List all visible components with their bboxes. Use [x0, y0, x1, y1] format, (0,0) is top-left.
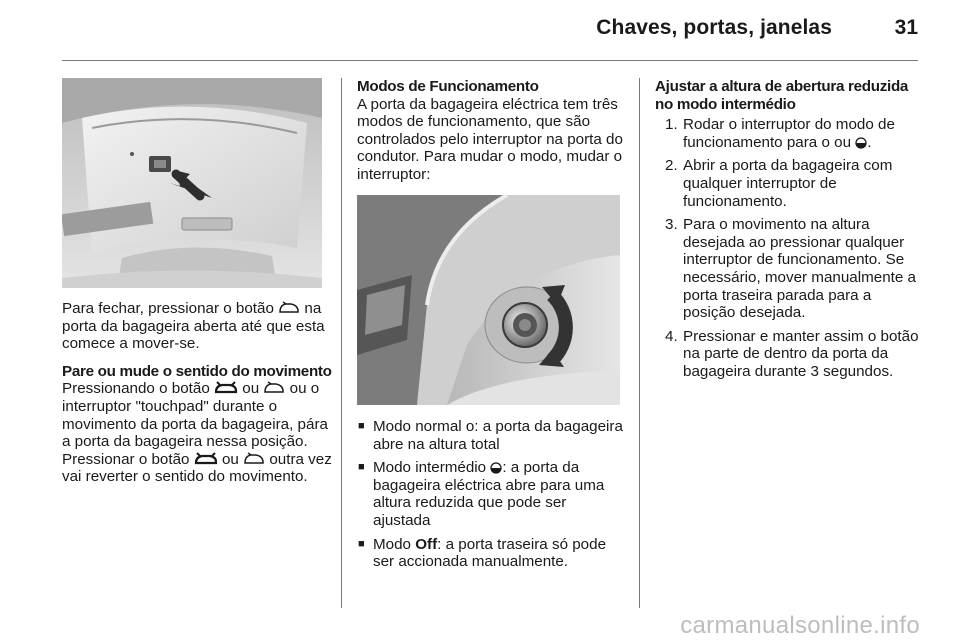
paragraph-text: ou	[242, 380, 260, 398]
step-text: Pressionar e manter assim o botão na parte de dentro da porta da bagageira durante 3 segundos.	[683, 327, 919, 380]
close-instruction-text-b: na porta da bagageira aberta até que esta comece a mover-se.	[62, 300, 325, 353]
paragraph-text: outra vez vai reverter o sentido do movimento.	[62, 450, 332, 486]
column-divider-right	[639, 78, 640, 608]
paragraph-text: ou o interruptor "touchpad" durante o movimento da porta da bagageira, pára a porta da bagageira nessa posição. Pressionar o botão	[62, 380, 328, 468]
step-number: 2.	[665, 157, 678, 175]
step-text: Para o movimento na altura desejada ao pressionar qualquer interruptor de funcionamento. Se necessário, mover manualmente a porta traseira parada para a posição desejada.	[683, 216, 916, 322]
list-item	[357, 536, 625, 571]
modes-intro: A porta da bagageira eléctrica tem três modos de funcionamento, que são controlados pelo interruptor na porta do condutor. Para mudar o modo, mudar o interruptor:	[357, 95, 623, 183]
steps-list	[655, 116, 925, 380]
stop-reverse-paragraph	[62, 380, 332, 486]
bullet-icon: ■	[358, 420, 365, 432]
paragraph-text: Pressionando o botão	[62, 380, 210, 398]
bullet-icon: ■	[358, 461, 365, 474]
mode-switch-illustration	[357, 195, 620, 405]
list-item	[655, 116, 925, 151]
half-circle-icon	[855, 137, 867, 149]
section-heading-modes: Modos de Funcionamento	[357, 78, 539, 95]
column-middle	[357, 78, 625, 184]
column-right	[655, 78, 925, 387]
header-divider	[62, 60, 918, 61]
list-item	[357, 459, 625, 529]
tailgate-close-icon	[263, 381, 285, 395]
step-number: 1.	[665, 116, 678, 134]
page-number: 31	[894, 16, 918, 39]
step-number: 3.	[665, 216, 678, 234]
mode-off-bold: Off	[415, 535, 438, 553]
paragraph-text: ou	[221, 450, 239, 468]
close-instruction	[62, 300, 332, 353]
tailgate-close-icon	[278, 301, 300, 315]
column-divider-left	[341, 78, 342, 608]
tailgate-open-icon	[214, 381, 238, 395]
watermark: carmanualsonline.info	[680, 612, 920, 639]
mode-normal-text: Modo normal o: a porta da bagageira abre na altura total	[373, 418, 623, 453]
column-left	[62, 300, 332, 486]
half-circle-icon	[490, 462, 502, 474]
tailgate-button-illustration	[62, 78, 322, 288]
modes-list-wrapper	[357, 418, 625, 577]
tailgate-open-icon	[194, 452, 218, 466]
section-heading-stop: Pare ou mude o sentido do movimento	[62, 362, 332, 380]
tailgate-close-icon	[243, 452, 265, 466]
step-number: 4.	[665, 327, 678, 345]
page-title: Chaves, portas, janelas	[596, 16, 832, 39]
close-instruction-text-a: Para fechar, pressionar o botão	[62, 300, 274, 317]
mode-off-label: Modo	[373, 535, 411, 553]
step-text: Abrir a porta da bagageira com qualquer interruptor de funcionamento.	[683, 157, 893, 210]
section-heading-adjust: Ajustar a altura de abertura reduzida no modo intermédio	[655, 78, 909, 113]
list-item	[655, 328, 925, 381]
mode-intermediate-text: : a porta da bagageira eléctrica abre para uma altura reduzida que pode ser ajustada	[373, 459, 605, 529]
modes-list	[357, 418, 625, 571]
list-item	[357, 418, 625, 453]
mode-intermediate-label: Modo intermédio	[373, 459, 487, 477]
step-text: Rodar o interruptor do modo de funcionamento para o ou	[683, 116, 895, 151]
list-item	[655, 216, 925, 322]
step-text-end: .	[867, 133, 872, 151]
list-item	[655, 157, 925, 210]
bullet-icon: ■	[358, 537, 365, 550]
mode-off-text: : a porta traseira só pode ser accionada manualmente.	[373, 535, 607, 571]
